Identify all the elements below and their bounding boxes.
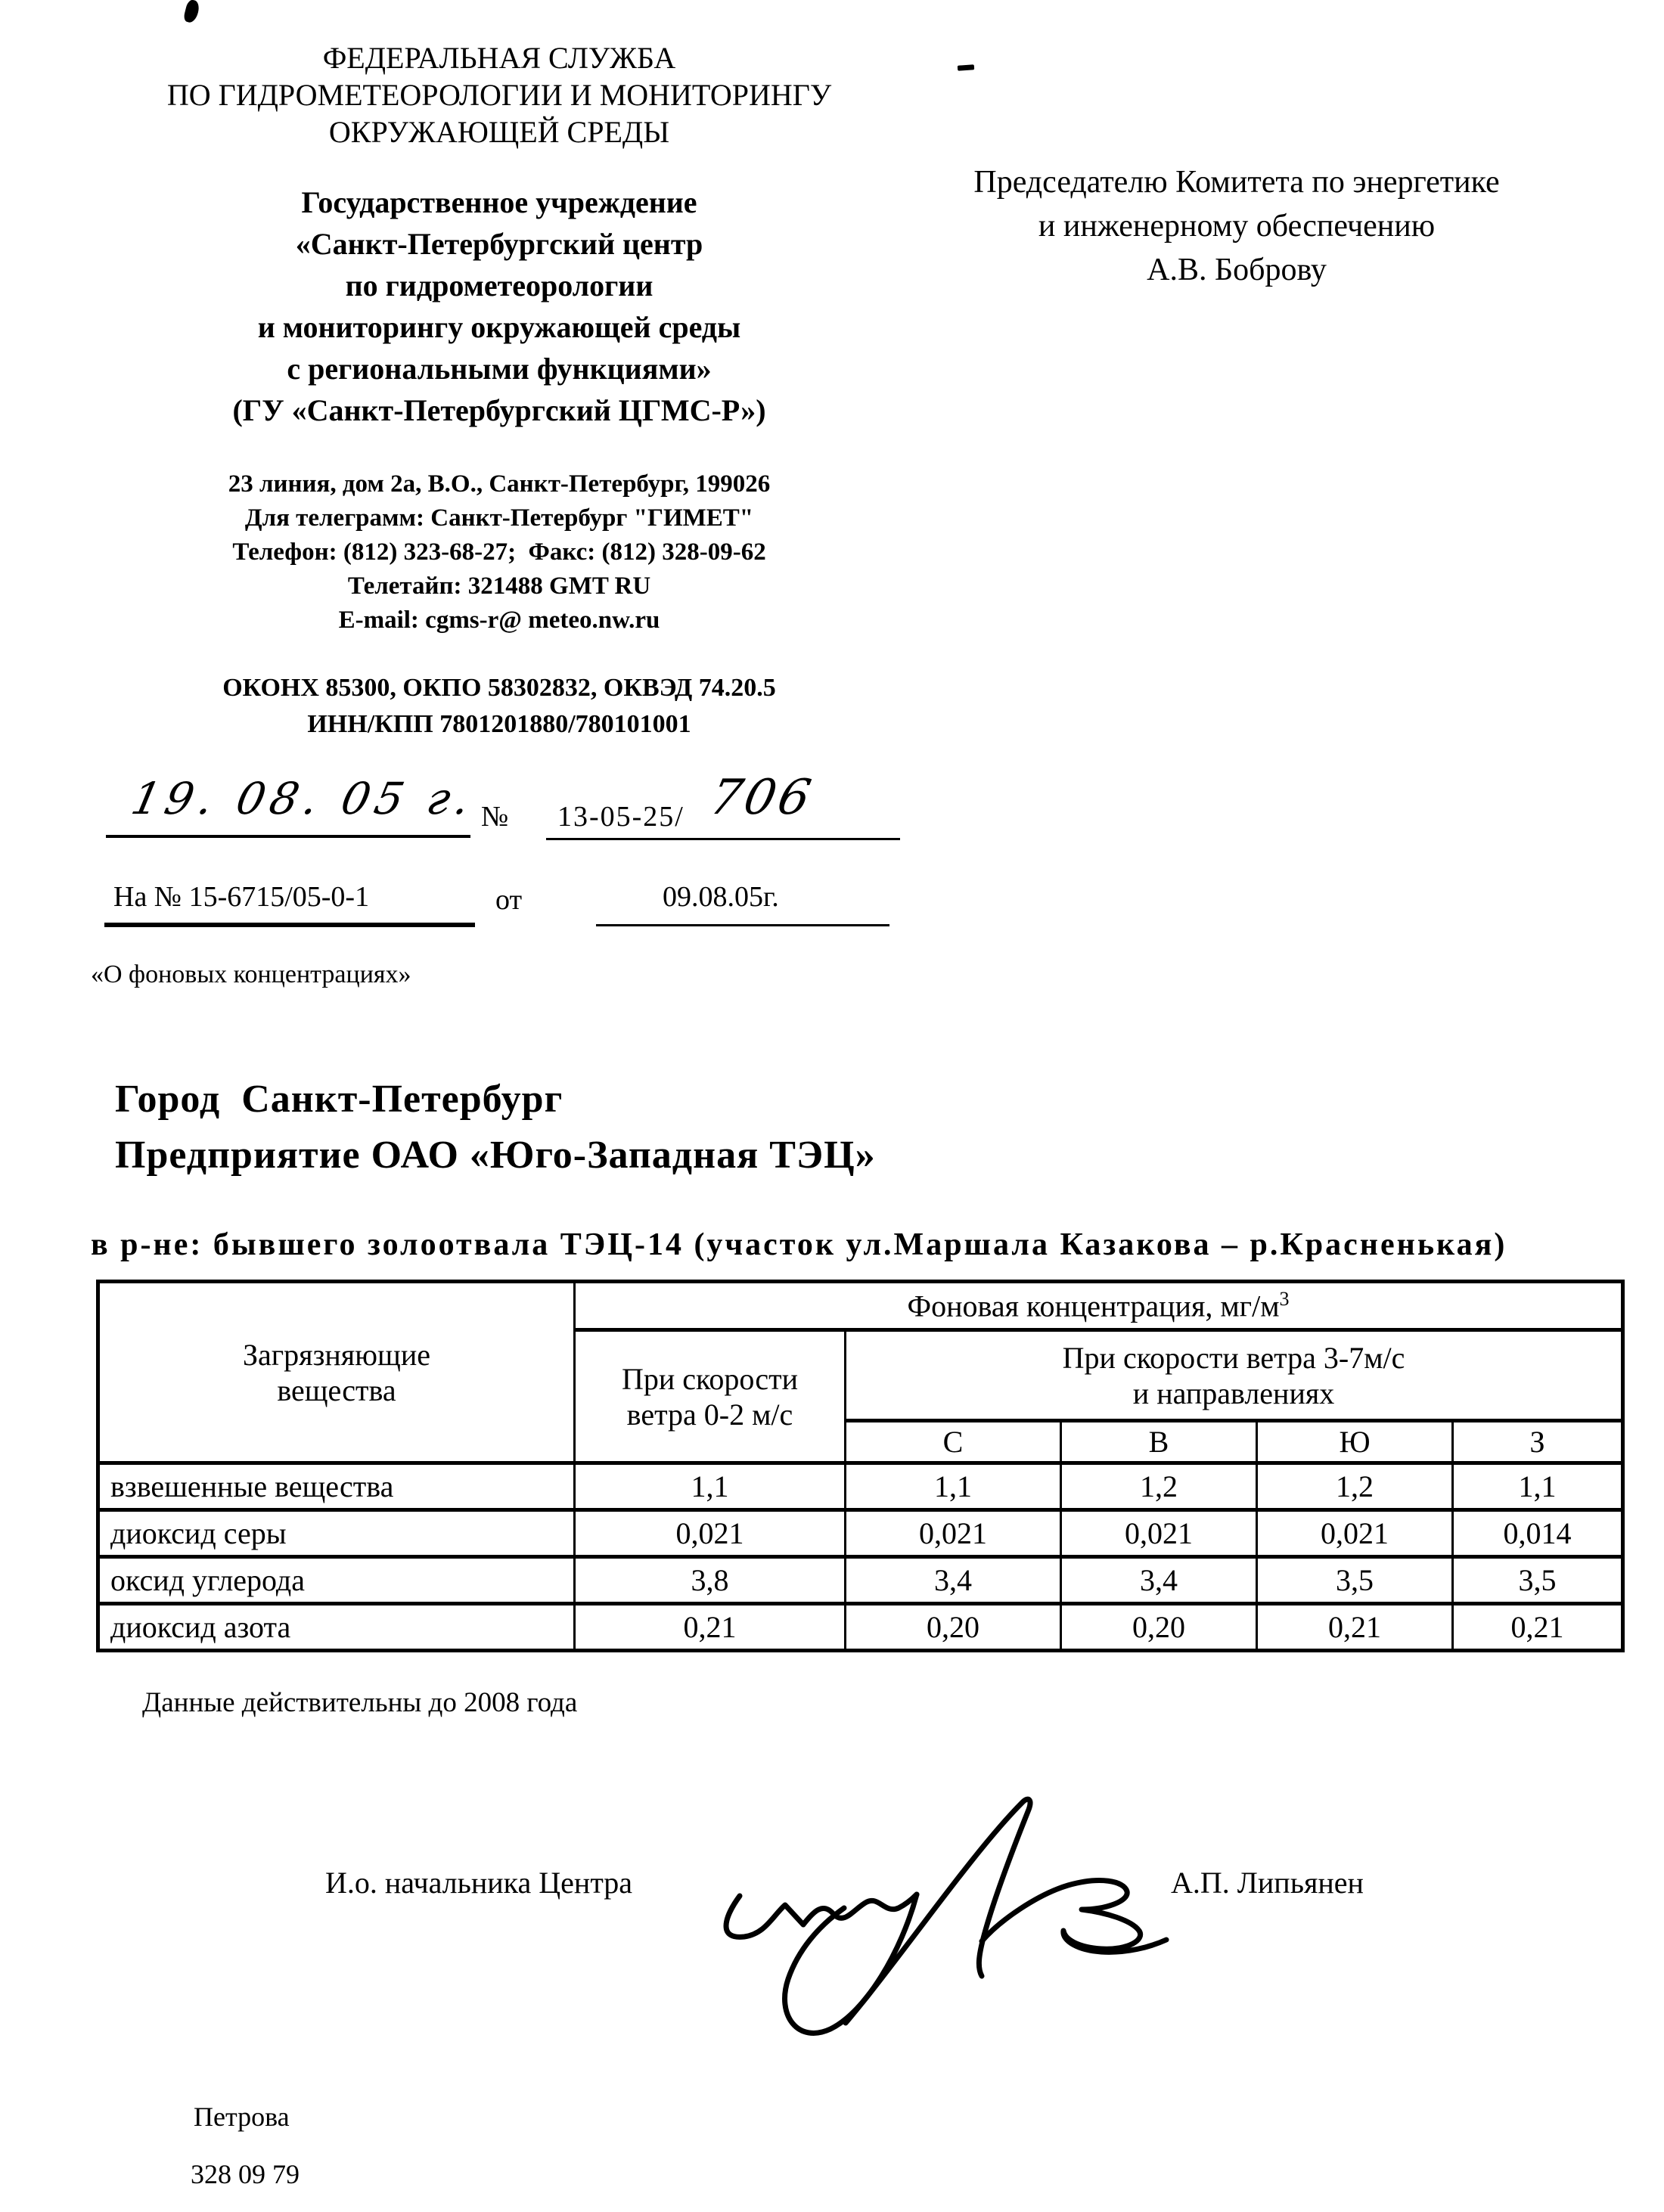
addressee-line: и инженерному обеспечению <box>1038 209 1436 244</box>
letterhead-service-block <box>106 39 893 150</box>
direction-header-west: З <box>1453 1421 1623 1463</box>
value-cell: 0,021 <box>1061 1510 1257 1557</box>
substances-header-line: Загрязняющие <box>242 1337 431 1372</box>
substances-header-line: вещества <box>277 1373 396 1407</box>
institution-line: с региональными функциями» <box>287 352 712 386</box>
concentration-header-sup: 3 <box>1279 1287 1290 1310</box>
address-line: 23 линия, дом 2а, В.О., Санкт-Петербург, 199026 <box>228 470 771 498</box>
letterhead-codes-block <box>106 670 893 743</box>
table-row <box>98 1510 1623 1557</box>
subject-line: «О фоновых концентрациях» <box>91 960 411 988</box>
value-cell: 0,014 <box>1453 1510 1623 1557</box>
address-line: Для телеграмм: Санкт-Петербург "ГИМЕТ" <box>244 504 754 532</box>
table-row <box>98 1463 1623 1510</box>
value-cell: 1,2 <box>1061 1463 1257 1510</box>
table-row <box>98 1604 1623 1651</box>
table-header-concentration <box>575 1282 1623 1330</box>
letterhead-service-line: ПО ГИДРОМЕТЕОРОЛОГИИ И МОНИТОРИНГУ <box>166 78 832 112</box>
address-line: E-mail: cgms-r@ meteo.nw.ru <box>338 607 660 634</box>
city-line: Город Санкт-Петербург <box>115 1078 563 1121</box>
direction-header-east: В <box>1061 1421 1257 1463</box>
value-cell: 1,1 <box>1453 1463 1623 1510</box>
incoming-reference-date: 09.08.05г. <box>663 881 779 913</box>
signature-svg <box>711 1781 1210 2046</box>
institution-line: по гидрометеорологии <box>345 268 653 302</box>
direction-header-north: С <box>846 1421 1061 1463</box>
enterprise-line: Предприятие ОАО «Юго-Западная ТЭЦ» <box>115 1134 876 1177</box>
addressee-line: Председателю Комитета по энергетике <box>973 165 1500 200</box>
value-cell: 3,5 <box>1257 1557 1453 1604</box>
table-header-substances <box>98 1282 575 1463</box>
concentration-header-text: Фоновая концентрация, мг/м <box>907 1289 1280 1323</box>
executor-name: Петрова <box>194 2102 290 2132</box>
codes-line: ИНН/КПП 7801201880/780101001 <box>307 710 691 738</box>
value-cell: 3,5 <box>1453 1557 1623 1604</box>
substance-cell: диоксид серы <box>98 1510 575 1557</box>
signer-position: И.о. начальника Центра <box>325 1866 633 1900</box>
value-cell: 1,2 <box>1257 1463 1453 1510</box>
wind-low-line: ветра 0-2 м/с <box>626 1397 793 1432</box>
letterhead-address-block <box>106 467 893 638</box>
outgoing-number-typed: 13-05-25/ <box>557 801 685 833</box>
wind-high-line: и направлениях <box>1132 1376 1335 1410</box>
value-cell: 0,21 <box>575 1604 846 1651</box>
letterhead-service-line: ФЕДЕРАЛЬНАЯ СЛУЖБА <box>322 41 676 75</box>
incoming-reference-number: На № 15-6715/05-0-1 <box>113 881 370 913</box>
executor-phone: 328 09 79 <box>191 2159 300 2189</box>
incoming-date-underline <box>596 924 889 926</box>
outgoing-date-handwritten: 19. 08. 05 г. <box>126 773 480 824</box>
value-cell: 3,4 <box>1061 1557 1257 1604</box>
table-header-wind-low <box>575 1330 846 1463</box>
substance-cell: диоксид азота <box>98 1604 575 1651</box>
value-cell: 0,021 <box>846 1510 1061 1557</box>
institution-line: Государственное учреждение <box>301 185 697 219</box>
signer-name: А.П. Липьянен <box>1171 1866 1364 1900</box>
institution-line: (ГУ «Санкт-Петербургский ЦГМС-Р») <box>232 393 766 427</box>
value-cell: 0,21 <box>1453 1604 1623 1651</box>
substance-cell: взвешенные вещества <box>98 1463 575 1510</box>
signature-image <box>711 1781 1210 2046</box>
background-concentration-table <box>96 1280 1625 1652</box>
value-cell: 1,1 <box>575 1463 846 1510</box>
address-line: Телефон: (812) 323-68-27; Факс: (812) 328-09-62 <box>232 538 766 566</box>
address-line: Телетайп: 321488 GMT RU <box>347 572 651 600</box>
value-cell: 1,1 <box>846 1463 1061 1510</box>
number-underline <box>546 838 900 840</box>
value-cell: 0,21 <box>1257 1604 1453 1651</box>
institution-line: и мониторингу окружающей среды <box>257 310 741 344</box>
value-cell: 0,021 <box>1257 1510 1453 1557</box>
value-cell: 3,4 <box>846 1557 1061 1604</box>
addressee-block <box>877 160 1596 292</box>
table-header-wind-high <box>846 1330 1623 1421</box>
table-row <box>98 1557 1623 1604</box>
from-label: от <box>495 884 523 916</box>
incoming-number-underline <box>104 923 475 927</box>
codes-line: ОКОНХ 85300, ОКПО 58302832, ОКВЭД 74.20.5 <box>222 674 776 702</box>
number-sign-label: № <box>481 801 509 833</box>
addressee-line: А.В. Боброву <box>1147 253 1327 287</box>
area-line: в р-не: бывшего золоотвала ТЭЦ-14 (участок ул.Маршала Казакова – р.Красненькая) <box>91 1227 1507 1262</box>
value-cell: 0,20 <box>1061 1604 1257 1651</box>
date-underline <box>106 835 470 838</box>
letterhead-institution-block <box>106 181 893 431</box>
wind-high-line: При скорости ветра 3-7м/с <box>1062 1340 1405 1375</box>
value-cell: 0,021 <box>575 1510 846 1557</box>
validity-note: Данные действительны до 2008 года <box>142 1687 578 1718</box>
ink-blot-mark <box>183 0 201 24</box>
substance-cell: оксид углерода <box>98 1557 575 1604</box>
wind-low-line: При скорости <box>621 1361 799 1396</box>
value-cell: 0,20 <box>846 1604 1061 1651</box>
outgoing-number-handwritten: 706 <box>705 770 819 826</box>
stray-dash-mark <box>958 64 974 71</box>
signature-stroke <box>726 1799 1166 2033</box>
value-cell: 3,8 <box>575 1557 846 1604</box>
letterhead-service-line: ОКРУЖАЮЩЕЙ СРЕДЫ <box>328 115 670 149</box>
institution-line: «Санкт-Петербургский центр <box>295 227 703 261</box>
direction-header-south: Ю <box>1257 1421 1453 1463</box>
